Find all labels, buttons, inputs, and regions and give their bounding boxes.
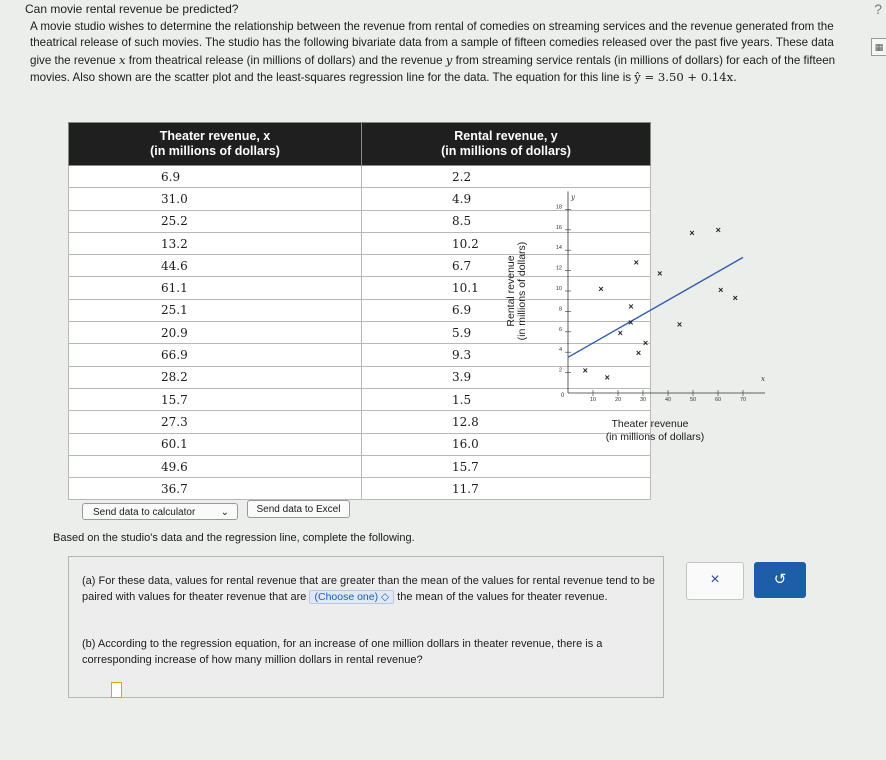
data-point: × bbox=[598, 283, 604, 294]
send-to-calculator-button[interactable] bbox=[82, 503, 238, 520]
send-to-calculator-label: Send data to calculator bbox=[93, 507, 196, 518]
theater-revenue-cell: 44.6 bbox=[69, 255, 362, 277]
y-tick-label: 18 bbox=[555, 204, 562, 211]
theater-revenue-cell: 13.2 bbox=[69, 232, 362, 254]
rental-revenue-cell: 3.9 bbox=[362, 366, 651, 388]
data-point: × bbox=[676, 319, 683, 330]
theater-revenue-cell: 20.9 bbox=[69, 322, 362, 344]
theater-revenue-cell: 15.7 bbox=[69, 388, 362, 410]
question-a-label: (a) bbox=[82, 575, 96, 587]
theater-revenue-cell: 28.2 bbox=[69, 366, 362, 388]
data-point: × bbox=[635, 348, 642, 359]
data-point: × bbox=[718, 284, 724, 295]
table-row bbox=[69, 411, 651, 433]
rental-revenue-cell: 16.0 bbox=[362, 433, 651, 455]
answer-b-input[interactable] bbox=[111, 682, 122, 698]
table-row bbox=[69, 478, 651, 500]
rental-revenue-cell: 5.9 bbox=[362, 322, 651, 344]
x-tick-label: 40 bbox=[664, 397, 672, 403]
rental-revenue-cell: 6.7 bbox=[362, 255, 651, 277]
rental-revenue-cell: 12.8 bbox=[362, 411, 651, 433]
theater-revenue-cell: 31.0 bbox=[69, 188, 362, 210]
questions-intro: Based on the studio's data and the regression line, complete the following. bbox=[53, 532, 415, 544]
theater-revenue-cell: 36.7 bbox=[69, 478, 362, 500]
rental-revenue-cell: 2.2 bbox=[362, 166, 651, 188]
data-point: × bbox=[657, 268, 663, 279]
x-axis-label-line2: (in millions of dollars) bbox=[605, 431, 705, 443]
data-point: × bbox=[617, 327, 623, 338]
y-tick-label: 10 bbox=[555, 286, 562, 292]
theater-revenue-cell: 61.1 bbox=[69, 277, 362, 299]
rental-revenue-cell: 6.9 bbox=[362, 299, 651, 321]
theater-revenue-cell: 27.3 bbox=[69, 411, 362, 433]
chevron-down-icon: ⌄ bbox=[220, 507, 229, 518]
question-b-text: According to the regression equation, for an increase of one million dollars in theater revenue, there is a corresponding increase of how many million dollars in rental revenue? bbox=[82, 638, 603, 666]
y-tick-label: 16 bbox=[555, 224, 562, 231]
y-axis-label-text-2: (in millions of dollars) bbox=[516, 241, 528, 341]
calculator-icon[interactable]: ▦ bbox=[871, 38, 886, 56]
y-tick-label: 6 bbox=[558, 326, 562, 333]
undo-button[interactable]: ↺ bbox=[754, 562, 806, 598]
regression-equation: ŷ = 3.50 + 0.14x. bbox=[634, 69, 737, 84]
intro-text-3: from streaming service rentals (in millions of dollars) for each of the fifteen movies. Also shown are the scatter plot and the least-squares regression line for the data. The equation for this line is bbox=[30, 53, 836, 84]
table-row bbox=[69, 433, 651, 455]
data-point: × bbox=[642, 338, 649, 349]
send-to-excel-button[interactable]: Send data to Excel bbox=[247, 500, 350, 518]
rental-revenue-cell: 9.3 bbox=[362, 344, 651, 366]
x-tick-label: 60 bbox=[714, 397, 722, 403]
rental-revenue-cell: 4.9 bbox=[362, 188, 651, 210]
col-header-theater bbox=[69, 123, 362, 166]
intro-text-1: A movie studio wishes to determine the relationship between the revenue from rental of comedies on streaming services and the revenue generated from the theatrical release of such movies. The studio has the following bivariate data from a sample of fifteen comedies released over the past five years. These data give the revenue bbox=[30, 20, 834, 67]
rental-revenue-cell: 8.5 bbox=[362, 210, 651, 232]
regression-line bbox=[568, 257, 743, 357]
origin-label: 0 bbox=[561, 393, 565, 399]
question-b bbox=[82, 636, 662, 668]
theater-revenue-cell: 49.6 bbox=[69, 455, 362, 477]
rental-revenue-cell: 10.1 bbox=[362, 277, 651, 299]
y-tick-label: 2 bbox=[558, 367, 562, 374]
data-point: × bbox=[633, 257, 639, 268]
data-point: × bbox=[732, 293, 738, 304]
x-axis-label-line1: Theater revenue bbox=[611, 418, 689, 430]
y-axis-label-line2 bbox=[516, 236, 528, 346]
question-a-text-2: the mean of the values for theater revenue. bbox=[397, 591, 608, 603]
var-x: x bbox=[118, 52, 126, 67]
question-a bbox=[82, 573, 662, 605]
col-header-theater-line2: (in millions of dollars) bbox=[150, 144, 280, 158]
theater-revenue-cell: 25.1 bbox=[69, 299, 362, 321]
rental-revenue-cell: 11.7 bbox=[362, 478, 651, 500]
table-row bbox=[69, 455, 651, 477]
data-point: × bbox=[604, 372, 610, 383]
x-axis-var: x bbox=[761, 375, 765, 383]
theater-revenue-cell: 60.1 bbox=[69, 433, 362, 455]
data-point: × bbox=[628, 317, 634, 328]
col-header-rental bbox=[362, 123, 651, 166]
page-title: Can movie rental revenue be predicted? bbox=[25, 2, 239, 16]
data-point: × bbox=[582, 365, 588, 376]
x-tick-label: 70 bbox=[739, 397, 747, 403]
intro-text-2: from theatrical release (in millions of dollars) and the revenue bbox=[125, 53, 446, 67]
x-tick-label: 20 bbox=[614, 397, 622, 403]
y-axis-var: y bbox=[571, 193, 575, 202]
y-tick-label: 14 bbox=[555, 245, 562, 252]
var-y: y bbox=[445, 52, 453, 67]
choose-one-select[interactable]: (Choose one) ◇ bbox=[309, 590, 394, 604]
question-a-text-1: For these data, values for rental revenue that are greater than the mean of the values for rental revenue tend to be paired with values for theater revenue that are bbox=[82, 575, 655, 603]
x-tick-label: 50 bbox=[689, 397, 697, 403]
clear-button[interactable]: × bbox=[686, 562, 744, 600]
y-tick-label: 12 bbox=[555, 265, 562, 272]
y-tick-label: 8 bbox=[558, 306, 562, 313]
x-tick-label: 10 bbox=[589, 397, 597, 403]
help-icon[interactable]: ? bbox=[874, 1, 882, 17]
theater-revenue-cell: 66.9 bbox=[69, 344, 362, 366]
data-point: × bbox=[689, 227, 695, 238]
question-b-label: (b) bbox=[82, 638, 96, 650]
problem-intro bbox=[30, 19, 840, 86]
theater-revenue-cell: 25.2 bbox=[69, 210, 362, 232]
col-header-rental-line1: Rental revenue, y bbox=[454, 129, 558, 143]
rental-revenue-cell: 15.7 bbox=[362, 455, 651, 477]
y-axis-label-text-1: Rental revenue bbox=[505, 255, 517, 327]
data-point: × bbox=[628, 301, 634, 312]
scatter-plot bbox=[540, 185, 770, 410]
col-header-theater-line1: Theater revenue, x bbox=[159, 129, 271, 143]
theater-revenue-cell: 6.9 bbox=[69, 166, 362, 188]
x-tick-label: 30 bbox=[639, 397, 647, 403]
y-tick-label: 4 bbox=[558, 347, 562, 354]
rental-revenue-cell: 1.5 bbox=[362, 388, 651, 410]
data-point: × bbox=[715, 224, 721, 235]
rental-revenue-cell: 10.2 bbox=[362, 232, 651, 254]
col-header-rental-line2: (in millions of dollars) bbox=[441, 144, 571, 158]
